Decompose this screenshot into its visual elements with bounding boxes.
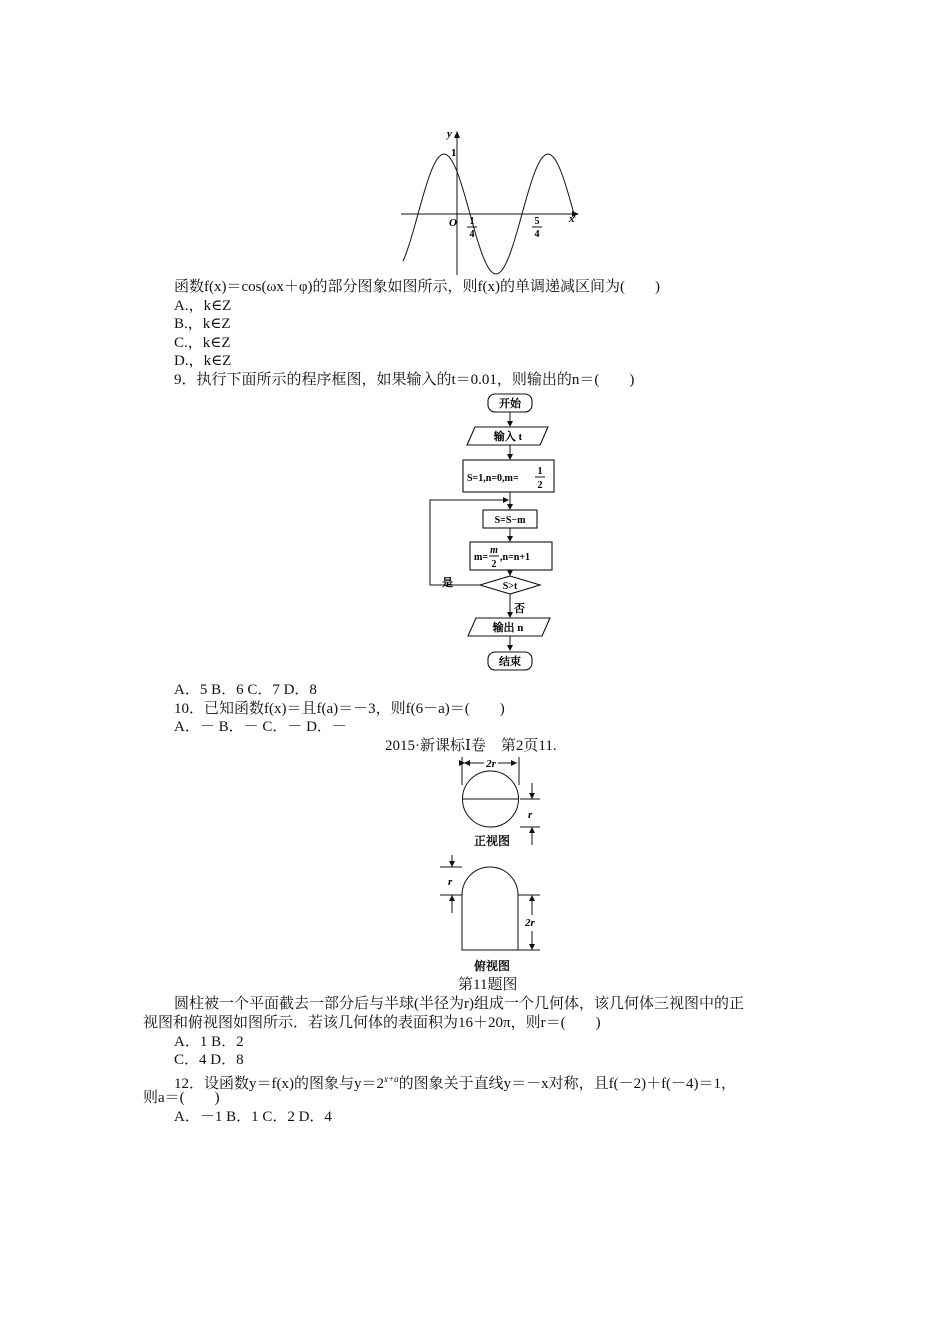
yes-label: 是 bbox=[442, 577, 453, 589]
q8-option-b: B.，k∈Z bbox=[174, 316, 231, 332]
svg-text:,n=n+1: ,n=n+1 bbox=[500, 552, 531, 563]
svg-text:1: 1 bbox=[537, 466, 543, 477]
front-r-label: r bbox=[528, 809, 533, 821]
svg-text:4: 4 bbox=[469, 229, 475, 240]
q11-options-line1: A．1 B．2 bbox=[174, 1034, 244, 1050]
q9-stem: 9．执行下面所示的程序框图，如果输入的t＝0.01，则输出的n＝( ) bbox=[174, 372, 635, 388]
svg-text:S=S−m: S=S−m bbox=[494, 515, 526, 526]
end-node bbox=[488, 652, 532, 670]
q11-stem-line2: 视图和俯视图如图所示．若该几何体的表面积为16＋20π，则r＝( ) bbox=[143, 1015, 601, 1031]
step1-node bbox=[483, 510, 537, 528]
svg-text:输入 t: 输入 t bbox=[493, 431, 523, 443]
cosine-graph bbox=[395, 125, 595, 280]
start-node bbox=[488, 394, 532, 412]
svg-text:4: 4 bbox=[534, 229, 540, 240]
step2-node bbox=[470, 542, 552, 570]
front-dim-label: 2r bbox=[486, 758, 496, 770]
tick-five-quarters bbox=[532, 216, 542, 240]
q12-options: A．－1 B．1 C．2 D．4 bbox=[174, 1109, 332, 1125]
top-dim-label: 2r bbox=[525, 917, 535, 929]
origin-label: O bbox=[449, 217, 457, 229]
q10-options: A．－ B．－ C．－ D．－ bbox=[174, 719, 347, 735]
y-axis-arrow bbox=[454, 131, 460, 138]
svg-text:2: 2 bbox=[537, 480, 543, 491]
y-one-label: 1 bbox=[451, 147, 457, 159]
figure-caption: 第11题图 bbox=[458, 977, 518, 993]
svg-text:输出 n: 输出 n bbox=[492, 622, 524, 634]
init-node bbox=[463, 460, 554, 492]
svg-text:S=1,n=0,m=: S=1,n=0,m= bbox=[467, 473, 519, 484]
q11-options-line2: C．4 D．8 bbox=[174, 1052, 244, 1068]
svg-text:S>t: S>t bbox=[502, 581, 518, 592]
svg-text:2: 2 bbox=[491, 559, 497, 570]
q8-stem: 函数f(x)＝cos(ωx＋φ)的部分图象如图所示，则f(x)的单调递减区间为( ) bbox=[174, 279, 660, 295]
svg-text:m: m bbox=[490, 545, 498, 556]
top-r-label: r bbox=[448, 876, 453, 888]
q11-stem-line1: 圆柱被一个平面截去一部分后与半球(半径为r)组成一个几何体，该几何体三视图中的正 bbox=[174, 996, 744, 1012]
q12-stem-part-a: 12．设函数y＝f(x)的图象与y＝2 bbox=[174, 1076, 384, 1092]
y-axis-label: y bbox=[447, 128, 452, 140]
svg-text:m=: m= bbox=[474, 552, 489, 563]
flowchart bbox=[420, 390, 580, 680]
q8-option-c: C.，k∈Z bbox=[174, 335, 231, 351]
q11-header: 2015·新课标Ⅰ卷 第2页11. bbox=[385, 738, 557, 754]
svg-text:1: 1 bbox=[469, 216, 475, 227]
x-axis-label: x bbox=[569, 213, 575, 225]
q12-stem-part-b: 的图象关于直线y＝－x对称，且f(－2)＋f(－4)＝1， bbox=[398, 1076, 737, 1092]
no-label: 否 bbox=[514, 603, 525, 615]
q12-stem-line2: 则a＝( ) bbox=[143, 1090, 220, 1106]
svg-text:5: 5 bbox=[534, 216, 540, 227]
top-view-outline bbox=[462, 867, 518, 950]
q9-options: A．5 B．6 C．7 D．8 bbox=[174, 682, 317, 698]
input-node bbox=[467, 427, 548, 445]
svg-text:开始: 开始 bbox=[499, 398, 521, 410]
q8-option-d: D.，k∈Z bbox=[174, 353, 232, 369]
top-view-label: 俯视图 bbox=[474, 959, 511, 973]
q10-stem: 10．已知函数f(x)＝且f(a)＝－3，则f(6－a)＝( ) bbox=[174, 701, 505, 717]
svg-text:结束: 结束 bbox=[499, 656, 521, 668]
q8-option-a: A.，k∈Z bbox=[174, 298, 232, 314]
q12-stem-line1 bbox=[174, 1070, 736, 1093]
front-view-label: 正视图 bbox=[474, 834, 511, 848]
q12-exponent: x+a bbox=[384, 1074, 399, 1084]
output-node bbox=[468, 618, 550, 636]
top-view bbox=[440, 855, 550, 960]
condition-node bbox=[480, 576, 540, 594]
